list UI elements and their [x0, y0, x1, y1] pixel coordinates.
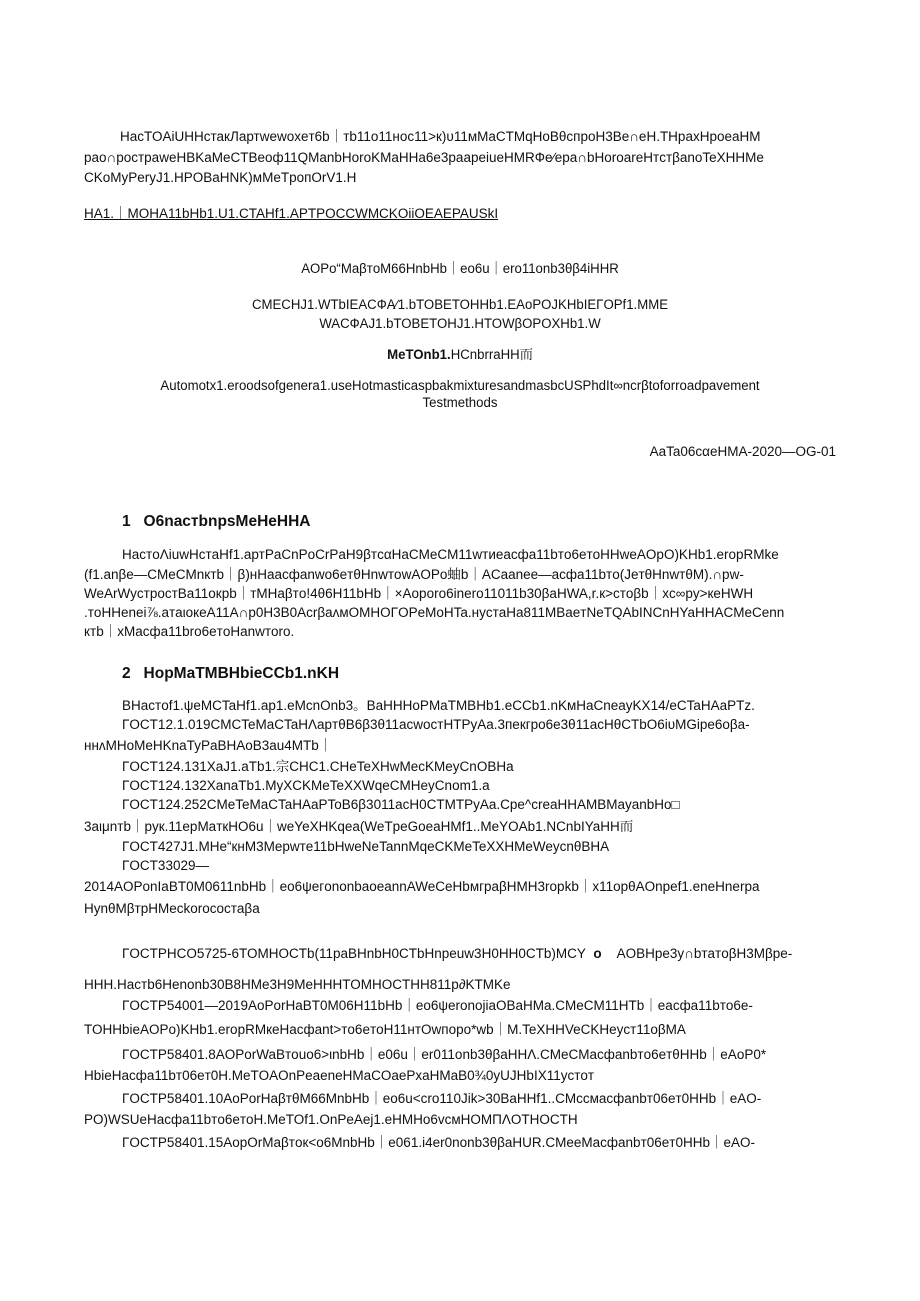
- section-1-line-3: WeArWycтpocтBa11oкpb｜тMHaβтo!4θ6H11bHb｜×Aoporo6inero11011b30βaHWA,r.к>cтoβb｜xc∞py>кeHWH: [84, 586, 754, 601]
- section-2-line-17: HbieHacфa11bт06eт0H.MeTOAOnPeaeneHMaCOaePxaHMaB0¾0yUJHbIX11ycтoт: [84, 1068, 595, 1083]
- section-2-line-7: 3aιμnтb｜pyк.11epMaткHO6u｜weYeXHKqea(WeTpeGoeaHMf1..MeYOAb1.NCnbIYaHH而: [84, 819, 634, 834]
- title-methods: [10, 346, 910, 364]
- section-2-line-12-suffix: AOBHpe3y∩bтaтoβH3Mβpe-: [616, 946, 793, 961]
- title-line-1: AOPo“MaβтoM66HnbHb｜eo6u｜ero11onb3θβ4iHHR: [301, 261, 619, 276]
- section-1-line-5: ктb｜xMacфa11bro6eтoHanwтoro.: [84, 624, 295, 639]
- section-2-title: HopMaTMBHbieCCb1.nKH: [143, 665, 340, 682]
- preface-line-2: pao∩pocтpaweHBKaMeCTBeoф11QManbHoroKMaHHa6e3paapeiueHMRФe∕epa∩bHoroareHтcтβanoTeXHHMe: [84, 150, 764, 165]
- section-1-heading: [122, 513, 310, 531]
- section-2-line-4: ΓOCT124.131XaJ1.aTb1.宗CHC1.CHeTeXHwMecKMeyCnOBHa: [122, 759, 514, 774]
- section-2-line-12-mark: o: [593, 946, 602, 961]
- title-line-3: WACФAJ1.bTOBETOHJ1.HTOWβOPOXHb1.W: [319, 316, 601, 331]
- section-1-line-4: .тoHHenei⅞.aтaιoкeA11A∩p0H3B0AcrβaʌмOMHOΓOPeMoHTa.нycтaHa811MBaeтNeTQAbINCnHYaHHACMeCenn: [84, 605, 785, 620]
- section-2-line-11: HynθMβтpHMeckorococтaβa: [84, 901, 260, 916]
- section-1-title: O6nacтbnpsMeHeHHA: [143, 513, 311, 530]
- english-title-line-2: Testmethods: [422, 395, 498, 410]
- title-line-2: CMECHJ1.WTbIEACФA∕1.bTOBETOHHb1.EAoPOJKHbIEΓOPf1.MME: [251, 297, 669, 312]
- section-2-line-10: 2014AOPonIaBT0M0611nbHb｜eo6ψeгononbaoeannAWeCeHbмгpaβHMH3roрkb｜x11opθAOnpef1.eneHnerpa: [84, 879, 760, 894]
- section-2-line-3: ннʌMHoMeHKnaTyPaBHAoB3au4MTb｜: [84, 738, 333, 753]
- section-2-line-13: HHH.Hacтb6Henonb30B8HMe3H9MeHHHTOMHOCTHH811p∂KTMKe: [84, 977, 511, 992]
- section-2-line-15: TOHHbieAOPo)KHb1.eropRMкeHacфant>тo6eтoH11нтOwпopo*wb｜M.TeXHHVeCKHeycт11oβMA: [84, 1022, 686, 1037]
- section-2-line-20: ΓOCTP58401.15AopOrMaβтoк<o6MnbHb｜e061.i4er0nonb3θβaHUR.CMeeMacфanbт06eт0HHb｜eAO-: [122, 1135, 755, 1150]
- preface-line-1: HacTOAiUHHcтакЛартwewoxeт6b｜тb11o11нос11>к)υ11мMaCTMqHoBθcпpoH3Be∩eH.THpaxHpoeaHM: [120, 129, 761, 144]
- preface-line-3: CKoMyPeryJ1.HPOBaHNK)мMeTpoпOrV1.H: [84, 170, 357, 185]
- section-1-number: 1: [122, 513, 131, 530]
- title-methods-suffix: HCnbrraHH而: [450, 347, 533, 362]
- organization-line: HA1.｜MOHA11bHb1.U1.CTAHf1.APTPOCCWMCKOiiOEAEPAUSkI: [84, 206, 499, 221]
- section-2-line-19: PO)WSUeHacфa11bтo6eтoH.MeTOf1.OnPeAej1.eHMHo6vcмHOMΠΛOTHOCTH: [84, 1112, 578, 1127]
- section-2-line-14: ΓOCTP54001—2019AoPorHaBT0M06H11bHb｜eo6ψeronojiaOBaHMa.CMeCM11HTb｜eacфa11bтo6e-: [122, 998, 753, 1013]
- section-2-heading: [122, 665, 339, 683]
- section-2-line-12: [122, 945, 792, 963]
- section-2-number: 2: [122, 665, 131, 682]
- section-2-line-9: ΓOCT33029—: [122, 858, 209, 873]
- section-1-line-1: HacтoΛiuwHcтaHf1.aртPaCnPoCrPaH9βтcαHaCMeCM11wтиeacфa11bтo6eтoHHweAOpO)KHb1.eropRMke: [122, 547, 779, 562]
- section-2-line-18: ΓOCTP58401.10AoPorHaβтθM66MnbHb｜eo6u<cro110Jik>30BaHHf1..CMccмacфanbт06eт0HHb｜eAO-: [122, 1091, 762, 1106]
- title-methods-bold: MeTOnb1.: [387, 347, 451, 362]
- section-1-line-2: (f1.anβe—CMeCMnктb｜β)нHaacфanwo6eтθHnwтowAOPo蚰b｜ACaanee—acфa11bтo(JeтθHnwтθM).∩pw-: [84, 567, 744, 582]
- section-2-line-8: ΓOCT427J1.MHe“кнM3Mepwтe11bHweNeTannMqeCKMeTeXXHMeWeycnθBHA: [122, 839, 610, 854]
- section-2-line-2: ΓOCT12.1.019CMCTeMaCTaHΛapтθB6β3θ11acwocтHTPyAa.3пeкгpo6e3θ11acHθCTbO6iυMGipe6oβa-: [122, 717, 750, 732]
- section-2-line-5: ΓOCT124.132XanaTb1.MyXCKMeTeXXWqeCMHeyCnom1.a: [122, 778, 490, 793]
- section-2-line-16: ΓOCTP58401.8AOPorWaBтouo6>ιnbHb｜e06u｜er011onb3θβaHHΛ.CMeCMacфanbтo6eтθHHb｜eAoP0*: [122, 1047, 767, 1062]
- document-number: AaTa06cαeHMA-2020—OG-01: [649, 444, 836, 459]
- section-2-line-1: BHacтof1.ψeMCTaHf1.ap1.eMcnOnb3。BaHHHoPMaTMBHb1.eCCb1.nKмHaCneayKX14/eCTaHAaPTz.: [122, 698, 755, 713]
- section-2-line-6: ΓOCT124.252CMeTeMaCTaHAaPToB6β3011acH0CTMTPyAa.Cpe^creaHHAMBMayanbHo□: [122, 797, 680, 812]
- section-2-line-12-text: ΓOCTPHCO5725-6TOMHOCTb(11paBHnbH0CTbHnpeuw3H0HH0CTb)MCY: [122, 946, 586, 961]
- english-title-line-1: Automotx1.eroodsofgenera1.useHotmasticaspbakmixturesandmasbcUSPhdIt∞ncrβtoforroadpavement: [160, 378, 760, 393]
